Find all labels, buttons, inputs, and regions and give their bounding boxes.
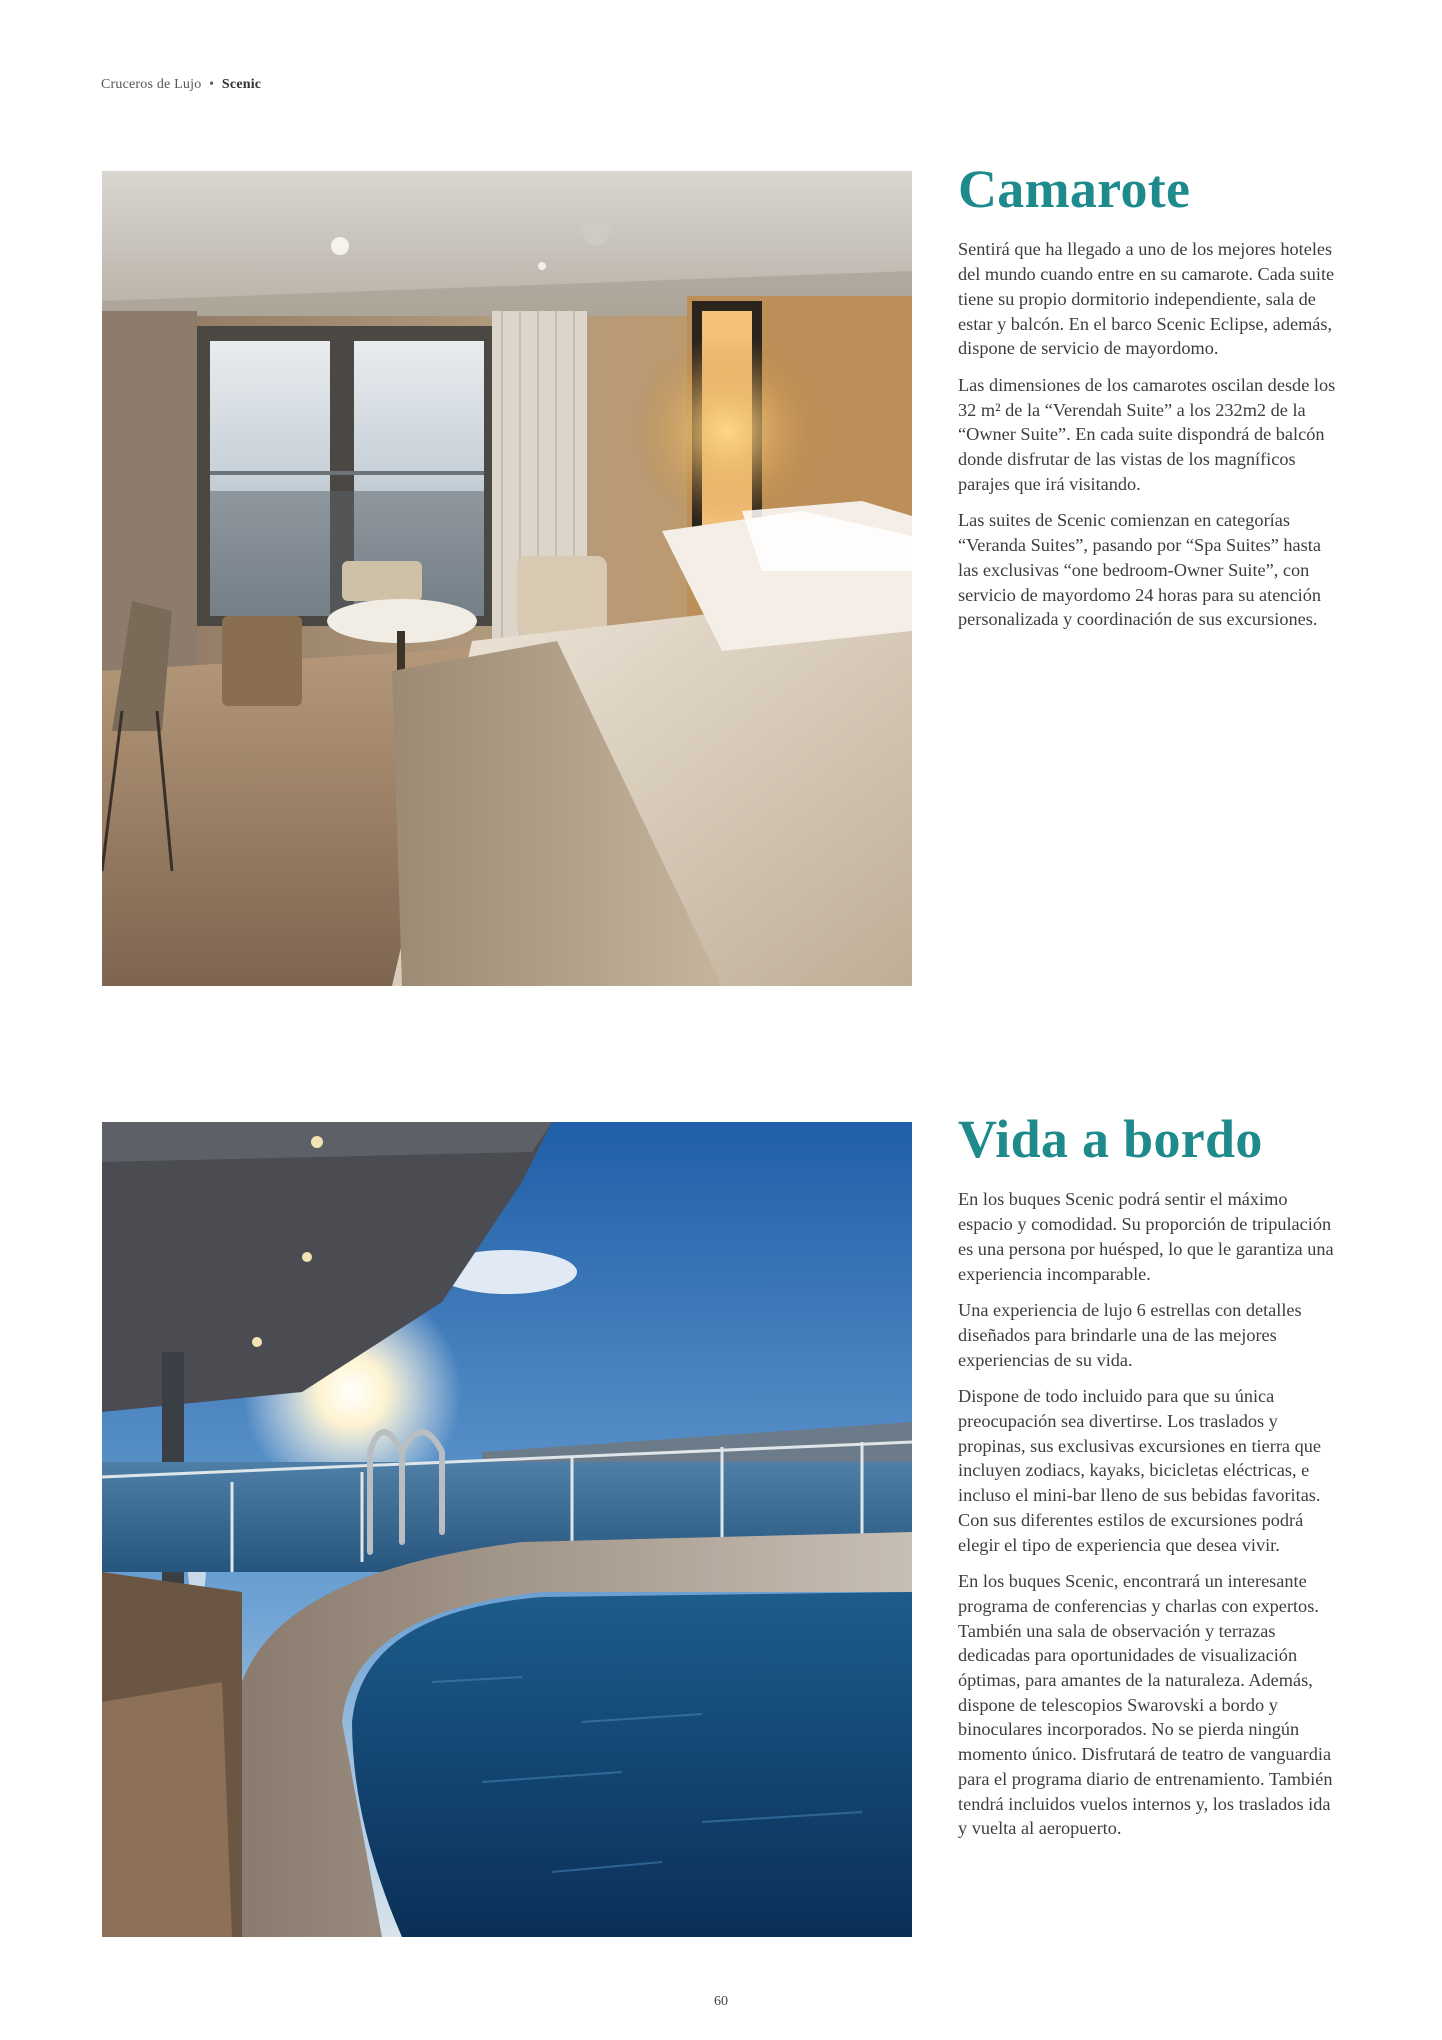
onboard-title: Vida a bordo xyxy=(958,1109,1263,1169)
cabin-photo xyxy=(102,171,912,986)
header-brand: Scenic xyxy=(221,77,262,92)
page-number: 60 xyxy=(714,1994,728,2009)
pool-deck-photo xyxy=(102,1122,912,1937)
onboard-paragraph: Una experiencia de lujo 6 estrellas con detalles diseñados para brindarle una de las mejores experiencias de su vida. xyxy=(958,1300,1302,1370)
onboard-paragraph: En los buques Scenic, encontrará un interesante programa de conferencias y charlas con expertos. También una sala de observación y terrazas dedicadas para oportunidades de visualización óptimas, para amantes de la naturaleza. Además, dispone de telescopios Swarovski a bordo y binoculares incorporados. No se pierda ningún momento único. Disfrutará de teatro de vanguardia para el programa diario de entrenamiento. También tendrá incluidos vuelos internos y, los traslados ida y vuelta al aeropuerto. xyxy=(958,1571,1333,1839)
onboard-paragraph: Dispone de todo incluido para que su única preocupación sea divertirse. Los traslados y propinas, sus exclusivas excursiones en tierra que incluyen zodiacs, kayaks, bicicletas eléctricas, e incluso el mini-bar lleno de sus bebidas favoritas. Con sus diferentes estilos de excursiones podrá elegir el tipo de experiencia que desea vivir. xyxy=(958,1386,1321,1555)
cabin-section xyxy=(958,160,1343,644)
cabin-paragraph: Sentirá que ha llegado a uno de los mejores hoteles del mundo cuando entre en su camarote. Cada suite tiene su propio dormitorio independiente, sala de estar y balcón. En el barco Scenic Eclipse, además, dispone de servicio de mayordomo. xyxy=(958,239,1335,359)
cabin-title: Camarote xyxy=(958,159,1191,219)
cabin-paragraph: Las dimensiones de los camarotes oscilan desde los 32 m² de la “Verendah Suite” a los 232m2 de la “Owner Suite”. En cada suite dispondrá de balcón donde disfrutar de las vistas de los magníficos parajes que irá visitando. xyxy=(958,374,1336,494)
running-header xyxy=(101,77,261,93)
header-separator: • xyxy=(209,77,215,92)
header-section: Cruceros de Lujo xyxy=(101,77,202,92)
onboard-paragraph: En los buques Scenic podrá sentir el máximo espacio y comodidad. Su proporción de tripulación es una persona por huésped, lo que le garantiza una experiencia incomparable. xyxy=(958,1189,1334,1284)
cabin-paragraph: Las suites de Scenic comienzan en categorías “Veranda Suites”, pasando por “Spa Suites” hasta las exclusivas “one bedroom-Owner Suite”, con servicio de mayordomo 24 horas para su atención personalizada y coordinación de sus excursiones. xyxy=(958,510,1321,630)
onboard-section xyxy=(958,1110,1343,1853)
